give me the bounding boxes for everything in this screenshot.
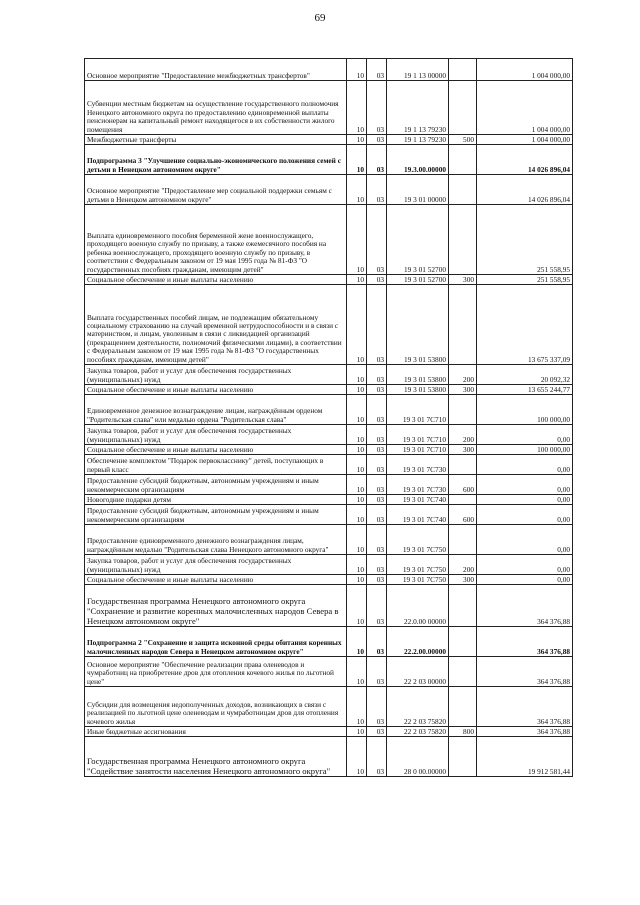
section-code-cell: 10 — [347, 365, 367, 385]
section-code-cell: 10 — [347, 555, 367, 575]
subsection-code-cell: 03 — [367, 727, 387, 737]
amount-cell: 14 026 896,04 — [477, 175, 573, 205]
expense-name-cell: Государственная программа Ненецкого автономного округа "Содействие занятости населения Ненецкого автономного округа" — [85, 737, 347, 777]
expense-name-cell: Предоставление единовременного денежного вознаграждения лицам, награждённым медалью "Родительская слава Ненецкого автономного округа" — [85, 525, 347, 555]
subsection-code-cell: 03 — [367, 687, 387, 727]
table-row — [85, 135, 573, 145]
expense-type-cell: 200 — [449, 555, 477, 575]
expense-name-cell: Государственная программа Ненецкого автономного округа "Сохранение и развитие коренных малочисленных народов Севера в Ненецком автономном округе" — [85, 585, 347, 627]
subsection-code-cell: 03 — [367, 495, 387, 505]
expense-name-cell: Субсидии для возмещения недополученных доходов, возникающих в связи с реализацией по льготной цене оленеводам и чумработницам дров для отопления кочевого жилья — [85, 687, 347, 727]
subsection-code-cell: 03 — [367, 81, 387, 135]
table-row — [85, 145, 573, 175]
expense-name-cell: Новогодние подарки детям — [85, 495, 347, 505]
section-code-cell: 10 — [347, 135, 367, 145]
table-row — [85, 555, 573, 575]
amount-cell: 0,00 — [477, 575, 573, 585]
subsection-code-cell: 03 — [367, 425, 387, 445]
section-code-cell: 10 — [347, 475, 367, 495]
subsection-code-cell: 03 — [367, 505, 387, 525]
table-row — [85, 657, 573, 687]
expense-name-cell: Выплата государственных пособий лицам, не подлежащим обязательному социальному страхованию на случай временной нетрудоспособности и в связи с материнством, и лицам, уволенным в связи с ликвидацией организаций (прекращением деятельности, полномочий физическими лицами), в соответствии с Федеральным законом от 19 мая 1995 года № 81-ФЗ "О государственных пособиях гражданам, имеющим детей" — [85, 285, 347, 365]
amount-cell: 100 000,00 — [477, 395, 573, 425]
table-row — [85, 495, 573, 505]
section-code-cell: 10 — [347, 205, 367, 275]
table-row — [85, 81, 573, 135]
expense-name-cell: Социальное обеспечение и иные выплаты населению — [85, 385, 347, 395]
amount-cell: 100 000,00 — [477, 445, 573, 455]
target-article-cell: 22 2 03 75820 — [387, 687, 449, 727]
amount-cell: 364 376,88 — [477, 627, 573, 657]
expense-name-cell: Предоставление субсидий бюджетным, автономным учреждениям и иным некоммерческим организациям — [85, 475, 347, 495]
table-row — [85, 525, 573, 555]
subsection-code-cell: 03 — [367, 525, 387, 555]
table-row — [85, 585, 573, 627]
expense-type-cell — [449, 59, 477, 81]
target-article-cell: 19 3 01 7С750 — [387, 575, 449, 585]
expense-name-cell: Предоставление субсидий бюджетным, автономным учреждениям и иным некоммерческим организациям — [85, 505, 347, 525]
table-row — [85, 737, 573, 777]
expense-type-cell — [449, 495, 477, 505]
expense-type-cell: 300 — [449, 385, 477, 395]
amount-cell: 0,00 — [477, 505, 573, 525]
table-row — [85, 425, 573, 445]
target-article-cell: 19 3 01 00000 — [387, 175, 449, 205]
amount-cell: 0,00 — [477, 555, 573, 575]
target-article-cell: 19 3 01 7С750 — [387, 555, 449, 575]
expense-type-cell: 200 — [449, 425, 477, 445]
expense-name-cell: Социальное обеспечение и иные выплаты населению — [85, 445, 347, 455]
expense-name-cell: Закупка товаров, работ и услуг для обеспечения государственных (муниципальных) нужд — [85, 365, 347, 385]
section-code-cell: 10 — [347, 395, 367, 425]
expense-name-cell: Социальное обеспечение и иные выплаты населению — [85, 275, 347, 285]
section-code-cell: 10 — [347, 59, 367, 81]
table-row — [85, 475, 573, 495]
expense-type-cell — [449, 737, 477, 777]
amount-cell: 13 675 337,09 — [477, 285, 573, 365]
amount-cell: 14 026 896,04 — [477, 145, 573, 175]
section-code-cell: 10 — [347, 145, 367, 175]
subsection-code-cell: 03 — [367, 365, 387, 385]
section-code-cell: 10 — [347, 81, 367, 135]
subsection-code-cell: 03 — [367, 627, 387, 657]
target-article-cell: 22.0.00 00000 — [387, 585, 449, 627]
target-article-cell: 19 3 01 53800 — [387, 385, 449, 395]
amount-cell: 13 655 244,77 — [477, 385, 573, 395]
amount-cell: 0,00 — [477, 495, 573, 505]
amount-cell: 0,00 — [477, 455, 573, 475]
subsection-code-cell: 03 — [367, 205, 387, 275]
section-code-cell: 10 — [347, 525, 367, 555]
expense-type-cell: 600 — [449, 475, 477, 495]
amount-cell: 364 376,88 — [477, 727, 573, 737]
subsection-code-cell: 03 — [367, 455, 387, 475]
expense-type-cell — [449, 687, 477, 727]
section-code-cell: 10 — [347, 657, 367, 687]
expense-type-cell — [449, 395, 477, 425]
expense-name-cell: Подпрограмма 3 "Улучшение социально-экономического положения семей с детьми в Ненецком автономном округе" — [85, 145, 347, 175]
table-row — [85, 59, 573, 81]
table-row — [85, 575, 573, 585]
target-article-cell: 19.3.00.00000 — [387, 145, 449, 175]
subsection-code-cell: 03 — [367, 285, 387, 365]
expense-type-cell: 300 — [449, 275, 477, 285]
section-code-cell: 10 — [347, 175, 367, 205]
section-code-cell: 10 — [347, 445, 367, 455]
amount-cell: 0,00 — [477, 525, 573, 555]
target-article-cell: 19 1 13 79230 — [387, 81, 449, 135]
target-article-cell: 19 3 01 7С710 — [387, 425, 449, 445]
target-article-cell: 19 1 13 79230 — [387, 135, 449, 145]
target-article-cell: 19 1 13 00000 — [387, 59, 449, 81]
target-article-cell: 19 3 01 7С740 — [387, 505, 449, 525]
subsection-code-cell: 03 — [367, 657, 387, 687]
target-article-cell: 22 2 03 75820 — [387, 727, 449, 737]
expense-type-cell — [449, 205, 477, 275]
target-article-cell: 19 3 01 52700 — [387, 275, 449, 285]
amount-cell: 251 558,95 — [477, 275, 573, 285]
expense-type-cell: 200 — [449, 365, 477, 385]
expense-type-cell — [449, 657, 477, 687]
section-code-cell: 10 — [347, 687, 367, 727]
expense-name-cell: Закупка товаров, работ и услуг для обеспечения государственных (муниципальных) нужд — [85, 425, 347, 445]
subsection-code-cell: 03 — [367, 555, 387, 575]
expense-type-cell — [449, 585, 477, 627]
target-article-cell: 22.2.00.00000 — [387, 627, 449, 657]
amount-cell: 19 912 581,44 — [477, 737, 573, 777]
subsection-code-cell: 03 — [367, 395, 387, 425]
amount-cell: 0,00 — [477, 475, 573, 495]
table-row — [85, 285, 573, 365]
amount-cell: 1 004 000,00 — [477, 59, 573, 81]
subsection-code-cell: 03 — [367, 275, 387, 285]
table-row — [85, 385, 573, 395]
table-row — [85, 275, 573, 285]
expense-type-cell: 300 — [449, 575, 477, 585]
target-article-cell: 19 3 01 53800 — [387, 365, 449, 385]
section-code-cell: 10 — [347, 455, 367, 475]
expense-name-cell: Субвенции местным бюджетам на осуществление государственного полномочия Ненецкого автономного округа по предоставлению единовременной выплаты пенсионерам на капитальный ремонт находящегося в их собственности жилого помещения — [85, 81, 347, 135]
expense-name-cell: Обеспечение комплектом "Подарок первокласснику" детей, поступающих в первый класс — [85, 455, 347, 475]
target-article-cell: 28 0 00.00000 — [387, 737, 449, 777]
amount-cell: 1 004 000,00 — [477, 135, 573, 145]
section-code-cell: 10 — [347, 425, 367, 445]
expense-name-cell: Единовременное денежное вознаграждение лицам, награждённым орденом "Родительская слава" или медалью ордена "Родительская слава" — [85, 395, 347, 425]
subsection-code-cell: 03 — [367, 575, 387, 585]
section-code-cell: 10 — [347, 505, 367, 525]
target-article-cell: 22 2 03 00000 — [387, 657, 449, 687]
table-row — [85, 205, 573, 275]
table-row — [85, 727, 573, 737]
expense-type-cell — [449, 627, 477, 657]
table-row — [85, 365, 573, 385]
budget-table-body — [85, 59, 573, 777]
expense-name-cell: Межбюджетные трансферты — [85, 135, 347, 145]
amount-cell: 251 558,95 — [477, 205, 573, 275]
expense-type-cell: 500 — [449, 135, 477, 145]
subsection-code-cell: 03 — [367, 585, 387, 627]
expense-name-cell: Основное мероприятие "Обеспечение реализации права оленеводов и чумработниц на приобретение дров для отопления кочевого жилья по льготной цене" — [85, 657, 347, 687]
table-row — [85, 505, 573, 525]
target-article-cell: 19 3 01 7С740 — [387, 495, 449, 505]
target-article-cell: 19 3 01 7С730 — [387, 455, 449, 475]
table-row — [85, 627, 573, 657]
section-code-cell: 10 — [347, 275, 367, 285]
expense-type-cell — [449, 175, 477, 205]
page-number: 69 — [314, 12, 326, 24]
section-code-cell: 10 — [347, 727, 367, 737]
target-article-cell: 19 3 01 53800 — [387, 285, 449, 365]
section-code-cell: 10 — [347, 285, 367, 365]
expense-name-cell: Основное мероприятие "Предоставление мер социальной поддержки семьям с детьми в Ненецком автономном округе" — [85, 175, 347, 205]
section-code-cell: 10 — [347, 495, 367, 505]
table-row — [85, 175, 573, 205]
expense-name-cell: Основное мероприятие "Предоставление межбюджетных трансфертов" — [85, 59, 347, 81]
amount-cell: 364 376,88 — [477, 585, 573, 627]
expense-name-cell: Выплата единовременного пособия беременной жене военнослужащего, проходящего военную службу по призыву, а также ежемесячного пособия на ребенка военнослужащего, проходящего военную службу по призыву, в соответствии с Федеральным законом от 19 мая 1995 года № 81-ФЗ "О государственных пособиях гражданам, имеющим детей" — [85, 205, 347, 275]
subsection-code-cell: 03 — [367, 145, 387, 175]
amount-cell: 1 004 000,00 — [477, 81, 573, 135]
expense-type-cell — [449, 145, 477, 175]
subsection-code-cell: 03 — [367, 737, 387, 777]
expense-type-cell — [449, 455, 477, 475]
expense-name-cell: Социальное обеспечение и иные выплаты населению — [85, 575, 347, 585]
target-article-cell: 19 3 01 52700 — [387, 205, 449, 275]
amount-cell: 364 376,88 — [477, 657, 573, 687]
section-code-cell: 10 — [347, 385, 367, 395]
subsection-code-cell: 03 — [367, 59, 387, 81]
table-row — [85, 687, 573, 727]
section-code-cell: 10 — [347, 575, 367, 585]
subsection-code-cell: 03 — [367, 175, 387, 205]
expense-type-cell — [449, 285, 477, 365]
amount-cell: 20 092,32 — [477, 365, 573, 385]
target-article-cell: 19 3 01 7С710 — [387, 445, 449, 455]
subsection-code-cell: 03 — [367, 475, 387, 495]
expense-name-cell: Закупка товаров, работ и услуг для обеспечения государственных (муниципальных) нужд — [85, 555, 347, 575]
target-article-cell: 19 3 01 7С730 — [387, 475, 449, 495]
subsection-code-cell: 03 — [367, 445, 387, 455]
target-article-cell: 19 3 01 7С750 — [387, 525, 449, 555]
table-row — [85, 445, 573, 455]
subsection-code-cell: 03 — [367, 135, 387, 145]
section-code-cell: 10 — [347, 627, 367, 657]
expense-name-cell: Подпрограмма 2 "Сохранение и защита исконной среды обитания коренных малочисленных народов Севера в Ненецком автономном округе" — [85, 627, 347, 657]
amount-cell: 364 376,88 — [477, 687, 573, 727]
target-article-cell: 19 3 01 7С710 — [387, 395, 449, 425]
section-code-cell: 10 — [347, 585, 367, 627]
budget-table — [84, 58, 573, 777]
expense-name-cell: Иные бюджетные ассигнования — [85, 727, 347, 737]
subsection-code-cell: 03 — [367, 385, 387, 395]
expense-type-cell: 800 — [449, 727, 477, 737]
amount-cell: 0,00 — [477, 425, 573, 445]
expense-type-cell: 300 — [449, 445, 477, 455]
table-row — [85, 395, 573, 425]
expense-type-cell — [449, 81, 477, 135]
table-row — [85, 455, 573, 475]
expense-type-cell — [449, 525, 477, 555]
section-code-cell: 10 — [347, 737, 367, 777]
expense-type-cell: 600 — [449, 505, 477, 525]
